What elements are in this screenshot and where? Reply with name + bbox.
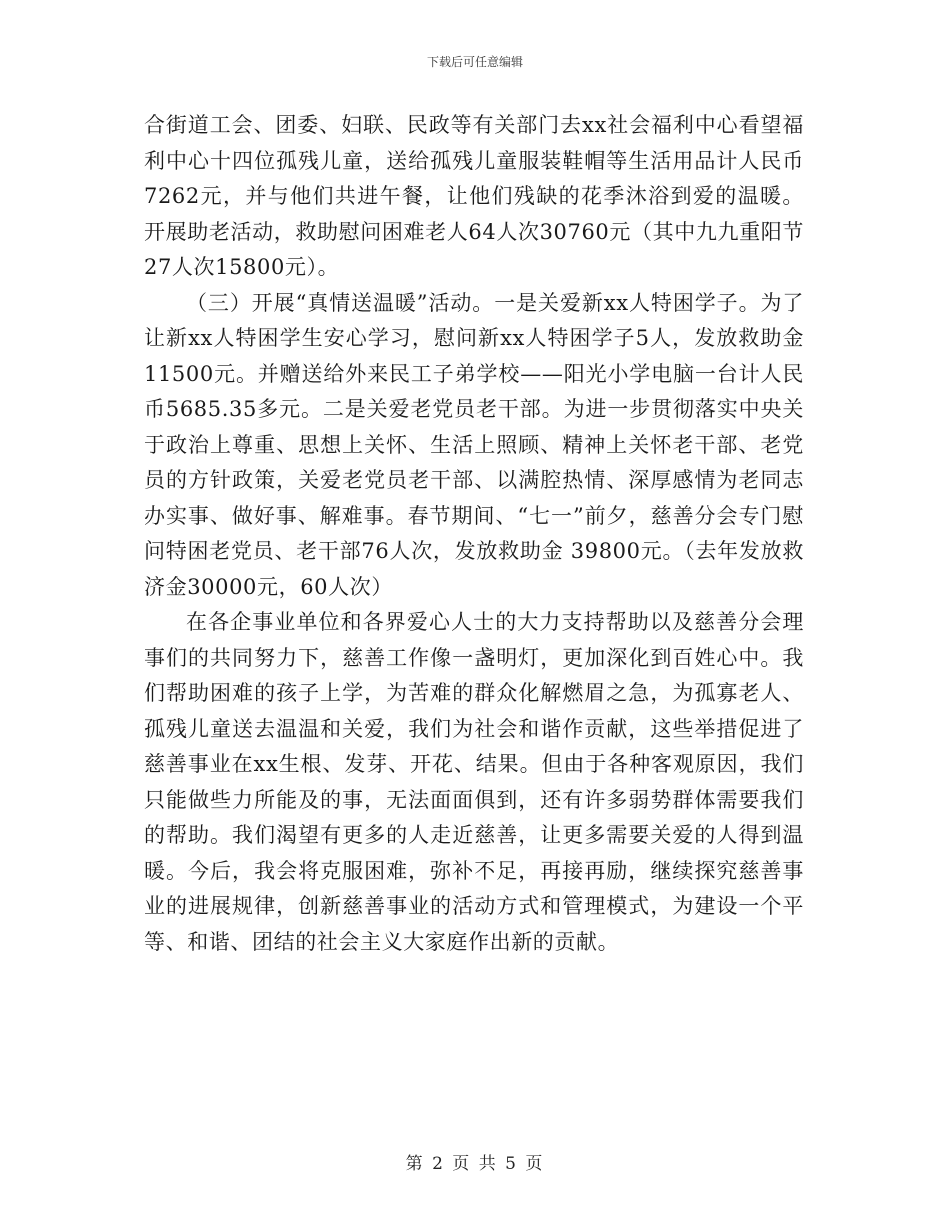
paragraph-summary: 在各企事业单位和各界爱心人士的大力支持帮助以及慈善分会理事们的共同努力下，慈善工作像一盏明灯，更加深化到百姓心中。我们帮助困难的孩子上学，为苦难的群众化解燃眉之急，为孤寡老人、孤残儿童送去温温和关爱，我们为社会和谐作贡献，这些举措促进了慈善事业在xx生根、发芽、开花、结果。但由于各种客观原因，我们只能做些力所能及的事，无法面面俱到，还有许多弱势群体需要我们的帮助。我们渴望有更多的人走近慈善，让更多需要关爱的人得到温暖。今后，我会将克服困难，弥补不足，再接再励，继续探究慈善事业的进展规律，创新慈善事业的活动方式和管理模式，为建设一个平等、和谐、团结的社会主义大家庭作出新的贡献。	[144, 610, 804, 954]
page-header-note: 下载后可任意编辑	[426, 55, 523, 69]
paragraph-continuation: 合街道工会、团委、妇联、民政等有关部门去xx社会福利中心看望福利中心十四位孤残儿童，送给孤残儿童服装鞋帽等生活用品计人民币7262元，并与他们共进午餐，让他们残缺的花季沐浴到爱的温暖。开展助老活动，救助慰问困难老人64人次30760元（其中九九重阳节27人次15800元）。	[144, 113, 804, 279]
paragraph-section-three: （三）开展“真情送温暖”活动。一是关爱新xx人特困学子。为了让新xx人特困学生安心学习，慰问新xx人特困学子5人，发放救助金11500元。并赠送给外来民工子弟学校——阳光小学电脑一台计人民币5685.35多元。二是关爱老党员老干部。为进一步贯彻落实中央关于政治上尊重、思想上关怀、生活上照顾、精神上关怀老干部、老党员的方针政策，关爱老党员老干部、以满腔热情、深厚感情为老同志办实事、做好事、解难事。春节期间、“七一”前夕，慈善分会专门慰问特困老党员、老干部76人次，发放救助金 39800元。（去年发放救济金30000元，60人次）	[144, 290, 804, 599]
page-number-footer: 第 2 页 共 5 页	[405, 1154, 545, 1174]
document-body	[144, 108, 804, 960]
